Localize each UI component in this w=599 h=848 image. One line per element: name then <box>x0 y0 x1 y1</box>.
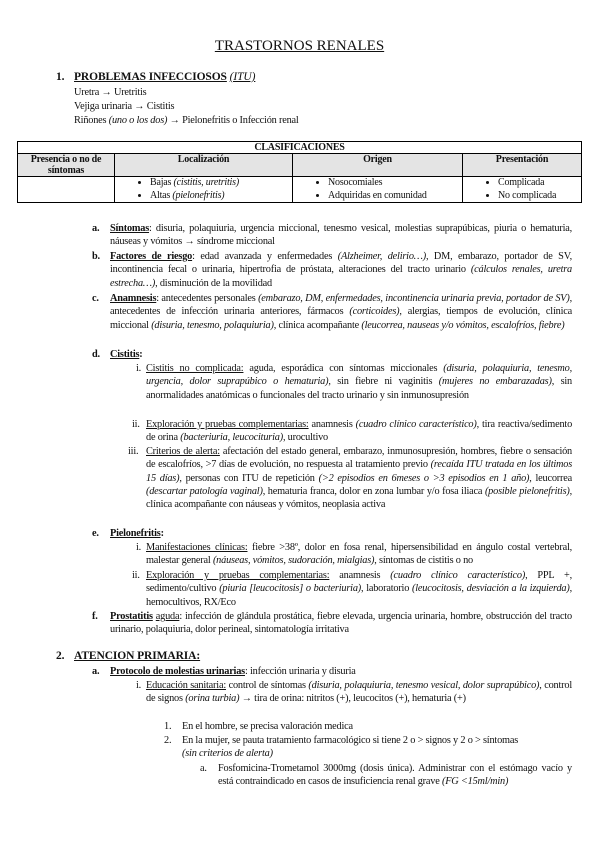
item-label: Síntomas <box>110 223 150 234</box>
subitem-label: Manifestaciones clínicas: <box>146 542 248 553</box>
section-1-heading-text: PROBLEMAS INFECCIOSOS <box>74 71 227 83</box>
anatomy-term: Vejiga urinaria <box>74 101 132 112</box>
table-header-presentacion: Presentación <box>463 154 582 177</box>
table-caption-row <box>18 142 582 154</box>
table-cell-presentacion <box>463 177 582 203</box>
subitem-marker: ii. <box>132 570 140 581</box>
anatomy-condition: Uretritis <box>113 87 147 98</box>
localizacion-list <box>118 177 289 202</box>
anatomy-line-vejiga <box>74 100 174 113</box>
item-label: Pielonefritis <box>110 528 161 539</box>
numbered-marker: 1. <box>164 721 172 732</box>
section-2-number: 2. <box>56 650 65 662</box>
item-pielonefritis-heading: Pielonefritis: <box>110 528 164 539</box>
subitem-educacion-sanitaria: Educación sanitaria: control de síntomas (disuria, polaquiuria, tenesmo vesical, dolor suprapúbico), control de signos (orina turbia) → tira de orina: nitritos (+), leucocitos (+), hematuria (+) <box>146 680 572 705</box>
anatomy-term: Riñones <box>74 115 107 126</box>
item-b-marker: b. <box>92 251 100 262</box>
arrow-right-icon: → <box>134 101 145 112</box>
item-label: Anamnesis <box>110 293 157 304</box>
item-d-marker: d. <box>92 349 100 360</box>
item-label: Prostatitis <box>110 611 153 622</box>
item-prostatitis: Prostatitis aguda: infección de glándula prostática, fiebre elevada, urgencia urinaria, hombre, obstrucción del tracto urinario, polaquiuria, dolor perineal, sintomatología irritativa <box>110 611 573 636</box>
subitem-label: Exploración y pruebas complementarias: <box>146 419 309 430</box>
item-e-marker: e. <box>92 528 99 539</box>
item-marker: a. <box>92 666 100 677</box>
section-1-heading <box>74 71 255 84</box>
item-label: Cistitis <box>110 349 140 360</box>
classification-table <box>17 141 582 203</box>
origen-list <box>296 177 459 202</box>
table-cell-empty <box>18 177 115 203</box>
table-header-row <box>18 154 582 177</box>
subitem-marker: i. <box>136 542 142 553</box>
subitem-manifestaciones-clinicas: Manifestaciones clínicas: fiebre >38º, dolor en fosa renal, hipersensibilidad en ángulo costal vertebral, malestar general (náuseas, vómitos, sudoración, mialgias), síntomas de cistitis o no <box>146 542 572 567</box>
subitem-label: Cistitis no complicada: <box>146 363 244 374</box>
section-2-heading: ATENCION PRIMARIA: <box>74 650 201 662</box>
anatomy-line-uretra <box>74 86 146 99</box>
numbered-marker: 2. <box>164 735 172 746</box>
table-header-localizacion: Localización <box>115 154 293 177</box>
table-header-sintomas: Presencia o no de síntomas <box>18 154 115 177</box>
item-anamnesis: Anamnesis: antecedentes personales (embarazo, DM, enfermedades, incontinencia urinaria previa, portador de SV), antecedentes de infección urinaria anteriores, fármacos (corticoides), alergias, tiempos de evolución, clínica miccional (disuria, tenesmo, polaquiuria), clínica acompañante (leucorrea, nauseas y/o vómitos, escalofríos, fiebre) <box>110 293 572 331</box>
list-item: • Bajas (cistitis, uretritis) <box>150 177 289 190</box>
item-label: Protocolo de molestias urinarias <box>110 666 245 677</box>
subitem-marker: i. <box>136 363 142 374</box>
list-item: • Nosocomiales <box>328 177 459 190</box>
item-protocolo-molestias: Protocolo de molestias urinarias: infección urinaria y disuria <box>110 666 356 677</box>
subitem-label: Exploración y pruebas complementarias: <box>146 570 330 581</box>
subitem-label: Criterios de alerta: <box>146 446 220 457</box>
table-caption: CLASIFICACIONES <box>18 142 582 154</box>
table-header-origen: Origen <box>293 154 463 177</box>
item-c-marker: c. <box>92 293 99 304</box>
subitem-marker: iii. <box>128 446 139 457</box>
list-item: • Complicada <box>498 177 578 190</box>
document-title: TRASTORNOS RENALES <box>214 38 385 54</box>
numbered-item-hombre: En el hombre, se precisa valoración medica <box>182 721 353 732</box>
subitem-cistitis-no-complicada: Cistitis no complicada: aguda, esporádica con síntomas miccionales (disuria, polaquiuria, tenesmo, urgencia, dolor suprapúbico o hematuria), sin fiebre ni vaginitis (mujeres no embarazadas), sin anormalidades anatómicas o funcionales del tracto urinario y sin inmunosupresión <box>146 363 573 401</box>
subitem-exploracion-pielonefritis: Exploración y pruebas complementarias: anamnesis (cuadro clínico característico), PPL +, sedimento/cultivo (piuria [leucocitosis] o bacteriuria), laboratorio (leucocitosis, desviación a la izquierda), hemocultivos, RX/Eco <box>146 570 573 608</box>
arrow-right-icon: → <box>169 115 180 126</box>
letter-marker: a. <box>200 763 207 774</box>
anatomy-note: (uno o los dos) <box>108 115 168 126</box>
subitem-marker: ii. <box>132 419 140 430</box>
section-1-number: 1. <box>56 71 65 83</box>
list-item: • Adquiridas en comunidad <box>328 190 459 203</box>
numbered-item-mujer: En la mujer, se pauta tratamiento farmacológico si tiene 2 o > signos y 2 o > síntomas (sin criterios de alerta) <box>182 735 519 760</box>
anatomy-line-rinones <box>74 114 299 127</box>
item-cistitis-heading: Cistitis: <box>110 349 143 360</box>
item-sintomas: Síntomas: disuria, polaquiuria, urgencia miccional, tenesmo vesical, molestias suprapúbicas, piuria o hematuria, náuseas y vómitos → síndrome miccional <box>110 223 572 248</box>
anatomy-condition: Pielonefritis o Infección renal <box>182 115 299 126</box>
table-cell-localizacion <box>115 177 293 203</box>
anatomy-term: Uretra <box>74 87 100 98</box>
item-f-marker: f. <box>92 611 98 622</box>
item-a-marker: a. <box>92 223 100 234</box>
list-item: • No complicada <box>498 190 578 203</box>
table-cell-origen <box>293 177 463 203</box>
subitem-exploracion-cistitis: Exploración y pruebas complementarias: anamnesis (cuadro clínico característico), tira reactiva/sedimento de orina (bacteriuria, leucocituria), urocultivo <box>146 419 573 444</box>
anatomy-condition: Cistitis <box>146 101 175 112</box>
subitem-marker: i. <box>136 680 142 691</box>
subitem-criterios-alerta: Criterios de alerta: afectación del estado general, embarazo, inmunosupresión, hombres, fiebre o sensación de escalofríos, >7 días de evolución, no respuesta al tratamiento previo (recaída ITU tratada en los últimos 15 días), personas con ITU de repetición (>2 episodios en 6meses o >3 episodios en 1 año), leucorrea (descartar patología vaginal), hematuria franca, dolor en zona lumbar y/o fosa iliaca (posible pielonefritis), clínica acompañante con náuseas y vómitos, neoplasia activa <box>146 446 573 511</box>
treatment-fosfomicina: Fosfomicina-Trometamol 3000mg (dosis única). Administrar con el estómago vacío y está contraindicado en casos de insuficiencia renal grave (FG <15ml/min) <box>218 763 572 788</box>
subitem-label: Educación sanitaria: <box>146 680 226 691</box>
item-factores-riesgo: Factores de riesgo: edad avanzada y enfermedades (Alzheimer, delirio…), DM, embarazo, portador de SV, incontinencia fecal o urinaria, hipertrofia de próstata, alteraciones del tracto urinario (cálculos renales, uretra estrecha…), disminución de la movilidad <box>110 251 572 289</box>
section-1-heading-abbr: (ITU) <box>229 71 256 83</box>
table-row <box>18 177 582 203</box>
item-label: Factores de riesgo <box>110 251 193 262</box>
list-item: • Altas (pielonefritis) <box>150 190 289 203</box>
arrow-right-icon: → <box>101 87 112 98</box>
presentacion-list <box>466 177 578 202</box>
